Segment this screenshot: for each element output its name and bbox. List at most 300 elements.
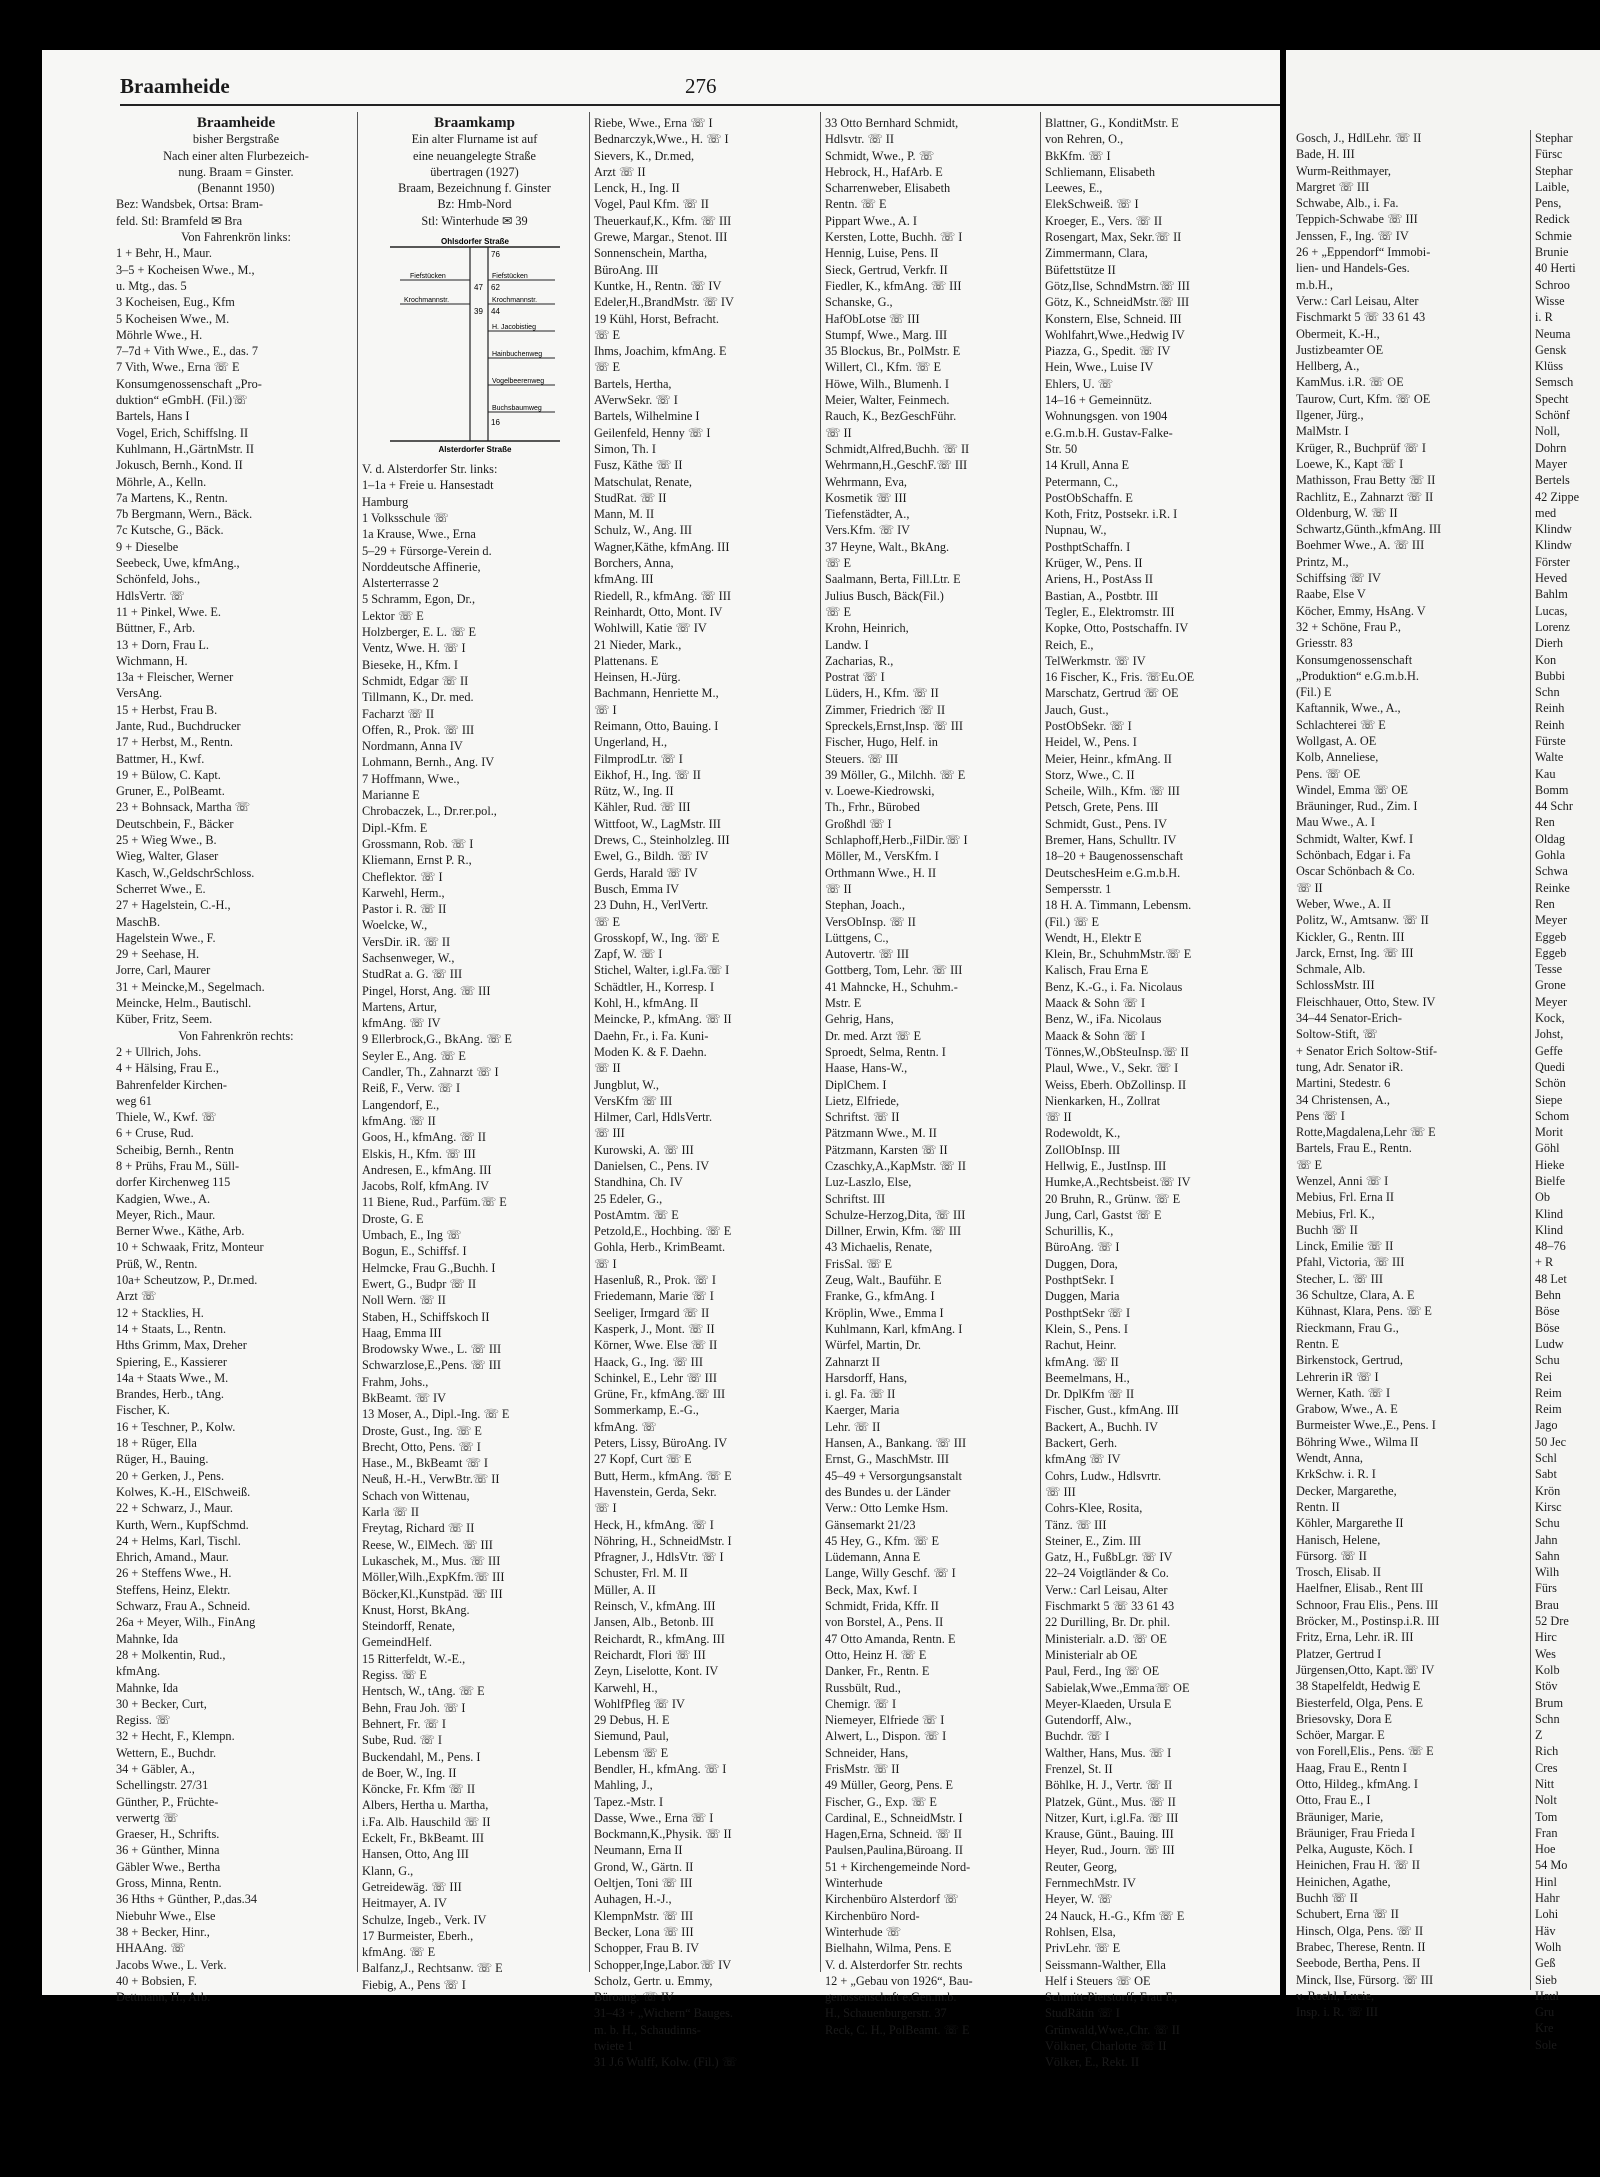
directory-line: Orthmann Wwe., H. II <box>825 865 937 880</box>
directory-line: V. d. Alsterdorfer Str. links: <box>362 462 498 477</box>
directory-line: Regiss. ☏ <box>116 1713 171 1728</box>
directory-line: Ventz, Wwe. H. ☏ I <box>362 641 466 656</box>
directory-line: Martens, Artur, <box>362 999 437 1014</box>
directory-line: 31–43 + „Wichern“ Bauges. <box>594 2006 733 2021</box>
directory-line: Redick <box>1535 212 1570 227</box>
directory-line: Bertels <box>1535 473 1570 488</box>
directory-line: Karla ☏ II <box>362 1505 420 1520</box>
directory-line: Kröplin, Wwe., Emma I <box>825 1305 944 1320</box>
directory-line: Plattenans. E <box>594 653 659 668</box>
directory-line: 36 Schultze, Clara, A. E <box>1296 1288 1415 1303</box>
directory-line: Lorenz <box>1535 619 1570 634</box>
directory-line: 9 Ellerbrock,G., BkAng. ☏ E <box>362 1032 512 1047</box>
directory-line: Balfanz,J., Rechtsanw. ☏ E <box>362 1961 503 1976</box>
directory-line: Staben, H., Schiffskoch II <box>362 1309 490 1324</box>
directory-line: Lektor ☏ E <box>362 608 424 623</box>
directory-line: Jenssen, F., Ing. ☏ IV <box>1296 228 1409 243</box>
directory-line: GemeindHelf. <box>362 1635 432 1650</box>
directory-line: Sempersstr. 1 <box>1045 881 1112 896</box>
directory-line: Rosengart, Max, Sekr.☏ II <box>1045 230 1182 245</box>
directory-line: Alsterterrasse 2 <box>362 576 439 591</box>
directory-line: Semsch <box>1535 375 1574 390</box>
directory-line: 40 Herti <box>1535 261 1576 276</box>
directory-line: Mstr. E <box>825 996 862 1011</box>
directory-line: Haag, Emma III <box>362 1325 442 1340</box>
directory-line: verwertg ☏ <box>116 1810 179 1825</box>
directory-line: u. Mtg., das. 5 <box>116 278 187 293</box>
svg-text:44: 44 <box>490 307 500 317</box>
directory-line: Arzt ☏ II <box>594 164 646 179</box>
directory-line: Schiffsing ☏ IV <box>1296 571 1381 586</box>
directory-line: Wolh <box>1535 1939 1562 1954</box>
directory-line: Möhrle, A., Kelln. <box>116 474 207 489</box>
directory-line: Noll, <box>1535 424 1560 439</box>
directory-line: Eggeb <box>1535 929 1567 944</box>
directory-line: Meincke, P., kfmAng. ☏ II <box>594 1012 732 1027</box>
directory-line: Ewert, G., Budpr ☏ II <box>362 1276 477 1291</box>
directory-line: Wittfoot, W., LagMstr. III <box>594 816 721 831</box>
directory-line: Tom <box>1535 1809 1558 1824</box>
directory-line: Gänsemarkt 21/23 <box>825 1517 916 1532</box>
directory-line: Cres <box>1535 1760 1558 1775</box>
directory-line: Böhlke, H. J., Vertr. ☏ II <box>1045 1778 1173 1793</box>
directory-line: Rachlitz, E., Zahnarzt ☏ II <box>1296 489 1434 504</box>
directory-line: Götz,Ilse, SchndMstrn.☏ III <box>1045 278 1190 293</box>
directory-line: Th., Frhr., Bürobed <box>825 800 920 815</box>
directory-line: Z <box>1535 1728 1543 1743</box>
directory-line: Schönbach, Edgar i. Fa <box>1296 848 1411 863</box>
directory-line: Jungblut, W., <box>594 1077 659 1092</box>
directory-line: 21 Nieder, Mark., <box>594 637 682 652</box>
directory-line: 17 + Herbst, M., Rentn. <box>116 735 233 750</box>
directory-line: Rentn. II <box>1296 1499 1340 1514</box>
directory-line: 47 Otto Amanda, Rentn. E <box>825 1631 956 1646</box>
directory-line: HdlsVertr. ☏ <box>116 588 185 603</box>
directory-line: Kock, <box>1535 1011 1565 1026</box>
directory-line: Verw.: Carl Leisau, Alter <box>1045 1582 1168 1597</box>
directory-line: Storz, Wwe., C. II <box>1045 767 1135 782</box>
directory-line: Hansen, A., Bankang. ☏ III <box>825 1436 967 1451</box>
directory-line: Schmidt, Gust., Pens. IV <box>1045 816 1167 831</box>
directory-line: Nienkarken, H., Zollrat <box>1045 1093 1161 1108</box>
directory-line: 15 Ritterfeldt, W.-E., <box>362 1651 466 1666</box>
directory-line: Buchdr. ☏ I <box>1045 1729 1110 1744</box>
directory-line: Hein, Wwe., Luise IV <box>1045 360 1154 375</box>
directory-line: 51 + Kirchengemeinde Nord- <box>825 1859 971 1874</box>
directory-line: Wenzel, Anni ☏ I <box>1296 1174 1389 1188</box>
directory-line: Hieke <box>1535 1157 1565 1172</box>
directory-line: Bartels, Frau E., Rentn. <box>1296 1141 1412 1156</box>
directory-line: 37 Heyne, Walt., BkAng. <box>825 539 950 554</box>
directory-line: Berner Wwe., Käthe, Arb. <box>116 1224 245 1239</box>
directory-line: Riedell, R., kfmAng. ☏ III <box>594 588 731 603</box>
directory-line: Schulze-Herzog,Dita, ☏ III <box>825 1207 966 1222</box>
directory-line: Rentn. ☏ E <box>825 197 887 212</box>
directory-line: 13 Moser, A., Dipl.-Ing. ☏ E <box>362 1407 510 1422</box>
svg-text:Krochmannstr.: Krochmannstr. <box>403 297 449 305</box>
directory-line: Alwert, L., Dispon. ☏ I <box>825 1729 947 1744</box>
directory-line: Frahm, Johs., <box>362 1374 429 1389</box>
directory-line: ☏ II <box>1296 880 1323 895</box>
directory-line: Eggeb <box>1535 945 1567 960</box>
directory-line: ☏ I <box>594 702 617 717</box>
directory-line: Schinkel, E., Lehr ☏ III <box>594 1370 717 1385</box>
directory-line: 13a + Fleischer, Werner <box>116 670 234 685</box>
directory-line: Seeliger, Irmgard ☏ II <box>594 1305 710 1320</box>
directory-line: Langendorf, E., <box>362 1097 440 1112</box>
directory-line: Schellingstr. 27/31 <box>116 1778 209 1793</box>
directory-line: Steuers. ☏ III <box>825 751 899 766</box>
directory-line: 7–7d + Vith Wwe., E., das. 7 <box>116 344 259 359</box>
directory-line: Zapf, W. ☏ I <box>594 947 663 962</box>
directory-line: Seebode, Bertha, Pens. II <box>1296 1956 1421 1971</box>
directory-line: 48–76 <box>1535 1239 1566 1254</box>
directory-line: 34–44 Senator-Erich- <box>1296 1011 1402 1026</box>
directory-line: ☏ I <box>594 1256 617 1271</box>
directory-line: Bahlm <box>1535 587 1568 602</box>
directory-line: 10 + Schwaak, Fritz, Monteur <box>116 1240 264 1255</box>
directory-line: von Borstel, A., Pens. II <box>825 1615 944 1630</box>
directory-line: 17 Burmeister, Eberh., <box>362 1928 474 1943</box>
column-entries-5 <box>1045 115 1277 2070</box>
directory-line: Rüger, H., Bauing. <box>116 1452 209 1467</box>
svg-text:Hainbuchenweg: Hainbuchenweg <box>491 351 542 359</box>
directory-line: Bogun, E., Schiffsf. I <box>362 1244 467 1259</box>
directory-line: V. d. Alsterdorfer Str. rechts <box>825 1957 963 1972</box>
directory-line: Heyer, Rud., Journ. ☏ III <box>1045 1843 1175 1858</box>
directory-line: kfmAng. III <box>594 572 654 587</box>
directory-line: 5–29 + Fürsorge-Verein d. <box>362 543 492 558</box>
directory-line: Bubbi <box>1535 668 1566 683</box>
directory-line: Brau <box>1535 1597 1559 1612</box>
directory-line: v. Roehl, Lucie, <box>1296 1988 1375 2003</box>
directory-line: Sommerkamp, E.-G., <box>594 1403 699 1418</box>
directory-line: 48 Let <box>1535 1271 1567 1286</box>
directory-line: übertragen (1927) <box>430 164 519 179</box>
directory-line: Bielfe <box>1535 1174 1566 1188</box>
directory-line: Loewe, K., Kapt ☏ I <box>1296 456 1404 471</box>
directory-line: Brum <box>1535 1695 1564 1710</box>
directory-line: Benz, K.-G., i. Fa. Nicolaus <box>1045 979 1183 994</box>
directory-line: Jahn <box>1535 1532 1558 1547</box>
directory-line: 20 Bruhn, R., Grünw. ☏ E <box>1045 1191 1181 1206</box>
directory-line: Buchh ☏ II <box>1296 1891 1358 1906</box>
directory-line: 1a Krause, Wwe., Erna <box>362 527 476 542</box>
directory-line: Schach von Wittenau, <box>362 1488 470 1503</box>
directory-line: Fiebig, A., Pens ☏ I <box>362 1977 466 1992</box>
directory-line: 18–20 + Baugenossenschaft <box>1045 849 1184 864</box>
directory-line: Bz: Hmb-Nord <box>437 197 512 212</box>
directory-line: Höwe, Wilh., Blumenh. I <box>825 376 949 391</box>
directory-line: Klann, G., <box>362 1863 414 1878</box>
directory-line: Becker, Lona ☏ III <box>594 1924 694 1939</box>
directory-line: Büttner, F., Arb. <box>116 621 196 636</box>
directory-line: 19 + Bülow, C. Kapt. <box>116 767 221 782</box>
directory-line: Dierh <box>1535 636 1563 651</box>
directory-line: Dillner, Erwin, Kfm. ☏ III <box>825 1224 962 1239</box>
directory-line: Schopper, Frau B. IV <box>594 1941 700 1956</box>
directory-line: Mau Wwe., A. I <box>1296 815 1376 830</box>
directory-line: Meier, Walter, Feinmech. <box>825 393 950 408</box>
directory-line: AVerwSekr. ☏ I <box>594 393 678 408</box>
directory-line: Matschulat, Renate, <box>594 474 693 489</box>
directory-line: Nordmann, Anna IV <box>362 739 463 754</box>
directory-line: Kähler, Rud. ☏ III <box>594 800 691 815</box>
directory-line: Schn <box>1535 685 1560 700</box>
directory-line: Rieckmann, Frau G., <box>1296 1320 1399 1335</box>
directory-line: 7a Martens, K., Rentn. <box>116 490 228 505</box>
directory-line: Jago <box>1535 1418 1558 1433</box>
directory-line: Linck, Emilie ☏ II <box>1296 1239 1394 1254</box>
directory-line: Heinsen, H.-Jürg. <box>594 670 681 685</box>
directory-line: Grosskopf, W., Ing. ☏ E <box>594 930 720 945</box>
directory-line: Böcker,Kl.,Kunstpäd. ☏ III <box>362 1586 503 1601</box>
directory-line: + Senator Erich Soltow-Stif- <box>1296 1043 1438 1058</box>
directory-line: Wilh <box>1535 1565 1560 1580</box>
directory-line: Briesovsky, Dora E <box>1296 1711 1392 1726</box>
directory-line: Böhring Wwe., Wilma II <box>1296 1434 1419 1449</box>
directory-line: Petzold,E., Hochbing. ☏ E <box>594 1224 732 1239</box>
directory-line: Sole <box>1535 2037 1557 2052</box>
svg-text:62: 62 <box>490 283 500 293</box>
directory-line: Paulsen,Paulina,Büroang. II <box>825 1843 963 1858</box>
directory-line: weg 61 <box>116 1093 152 1108</box>
directory-line: Danielsen, C., Pens. IV <box>594 1159 710 1173</box>
directory-line: Grossmann, Rob. ☏ I <box>362 836 474 851</box>
directory-line: Lucas, <box>1535 603 1568 618</box>
directory-line: Facharzt ☏ II <box>362 706 435 721</box>
directory-line: Pfragner, J., HdlsVtr. ☏ I <box>594 1550 724 1565</box>
directory-line: Nolt <box>1535 1793 1557 1808</box>
directory-line: Oscar Schönbach & Co. <box>1296 864 1415 879</box>
directory-line: Walther, Hans, Mus. ☏ I <box>1045 1745 1172 1760</box>
directory-line: Biesterfeld, Olga, Pens. E <box>1296 1695 1424 1710</box>
directory-line: Meyer <box>1535 913 1568 928</box>
directory-line: 29 Debus, H. E <box>594 1713 670 1728</box>
directory-line: Gottberg, Tom, Lehr. ☏ III <box>825 963 963 978</box>
directory-line: Fischmarkt 5 ☏ 33 61 43 <box>1045 1599 1175 1614</box>
directory-line: Köcher, Emmy, HsAng. V <box>1296 603 1426 618</box>
directory-line: Meier, Heinr., kfmAng. II <box>1045 751 1172 766</box>
directory-line: Neuß, H.-H., VerwBtr.☏ II <box>362 1472 500 1487</box>
directory-line: 19 Kühl, Horst, Befracht. <box>594 311 719 326</box>
directory-line: Schwartz,Günth.,kfmAng. III <box>1296 522 1442 537</box>
directory-line: 28 + Molkentin, Rud., <box>116 1647 226 1662</box>
directory-line: Wes <box>1535 1646 1556 1661</box>
directory-line: 29 + Seehase, H. <box>116 947 200 962</box>
directory-line: Möhrle Wwe., H. <box>116 327 203 342</box>
directory-line: Lange, Willy Geschf. ☏ I <box>825 1566 956 1581</box>
directory-line: Schuster, Frl. M. II <box>594 1566 688 1581</box>
directory-line: Vogel, Paul Kfm. ☏ II <box>594 197 709 212</box>
directory-line: Benz, W., iFa. Nicolaus <box>1045 1012 1162 1027</box>
directory-line: Arzt ☏ <box>116 1289 157 1304</box>
directory-line: 2 + Ullrich, Johs. <box>116 1044 202 1059</box>
directory-line: Saalmann, Berta, Fill.Ltr. E <box>825 572 961 587</box>
directory-line: Fürsc <box>1535 147 1563 162</box>
directory-line: Edeler,H.,BrandMstr. ☏ IV <box>594 295 734 310</box>
svg-text:Alsterdorfer Straße: Alsterdorfer Straße <box>438 445 511 455</box>
directory-line: VersDir. iR. ☏ II <box>362 934 451 949</box>
directory-line: 24 + Helms, Karl, Tischl. <box>116 1533 241 1548</box>
directory-line: Bade, H. III <box>1296 147 1355 162</box>
directory-line: HHAAng. ☏ <box>116 1941 186 1956</box>
directory-line: SchlossMstr. III <box>1296 978 1375 993</box>
directory-line: Steffens, Heinz, Elektr. <box>116 1582 231 1597</box>
directory-line: Gehrig, Hans, <box>825 1012 894 1027</box>
directory-line: Bez: Wandsbek, Ortsa: Bram- <box>116 197 263 212</box>
directory-line: Jante, Rud., Buchdrucker <box>116 718 241 733</box>
directory-line: Schnoor, Frau Elis., Pens. III <box>1296 1597 1439 1612</box>
directory-line: Hebrock, H., HafArb. E <box>825 164 943 179</box>
page-header <box>120 74 1210 104</box>
directory-line: Hamburg <box>362 494 409 509</box>
directory-line: Scheibig, Bernh., Rentn <box>116 1142 234 1157</box>
directory-line: Hagen,Erna, Schneid. ☏ II <box>825 1827 962 1842</box>
directory-line: Getreidewäg. ☏ III <box>362 1879 462 1894</box>
directory-line: Lenck, H., Ing. II <box>594 181 680 196</box>
directory-line: Schädtler, H., Korresp. I <box>594 979 715 994</box>
directory-line: Wendt, H., Elektr E <box>1045 930 1142 945</box>
directory-line: FrisMstr. ☏ II <box>825 1761 900 1776</box>
directory-line: Jacobs Wwe., L. Verk. <box>116 1957 227 1972</box>
directory-line: Reimann, Otto, Bauing. I <box>594 718 719 733</box>
directory-line: 34 + Gäbler, A., <box>116 1761 195 1776</box>
directory-line: Chemigr. ☏ I <box>825 1696 897 1711</box>
directory-line: Helf i Steuers ☏ OE <box>1045 1973 1151 1988</box>
directory-line: Duggen, Dora, <box>1045 1256 1118 1271</box>
directory-line: Mahnke, Ida <box>116 1631 179 1646</box>
directory-line: Ministerialr ab OE <box>1045 1647 1138 1662</box>
directory-line: Eckelt, Fr., BkBeamt. III <box>362 1831 484 1846</box>
directory-line: Taurow, Curt, Kfm. ☏ OE <box>1296 391 1431 406</box>
directory-line: HafObLotse ☏ III <box>825 311 920 326</box>
directory-line: BüroAng. ☏ I <box>1045 1240 1120 1255</box>
directory-line: Oeltjen, Toni ☏ III <box>594 1876 693 1891</box>
directory-line: Droste, Gust., Ing. ☏ E <box>362 1423 482 1438</box>
directory-line: Bräuninger, Rud., Zim. I <box>1296 799 1418 814</box>
directory-line: Winterhude <box>825 1876 883 1891</box>
directory-line: Wohnungsgen. von 1904 <box>1045 409 1168 424</box>
directory-line: Neuma <box>1535 326 1571 341</box>
column-entries-3 <box>594 115 819 2070</box>
directory-line: Pastor i. R. ☏ II <box>362 902 447 917</box>
directory-line: Kirchenbüro Nord- <box>825 1908 920 1923</box>
directory-line: Fürs <box>1535 1581 1557 1596</box>
directory-line: 35 Blockus, Br., PolMstr. E <box>825 344 961 359</box>
directory-line: Krause, Günt., Bauing. III <box>1045 1827 1174 1842</box>
directory-line: Brandes, Herb., tAng. <box>116 1387 224 1402</box>
directory-line: Otto, Hildeg., kfmAng. I <box>1296 1776 1418 1791</box>
directory-line: Eikhof, H., Ing. ☏ II <box>594 767 701 782</box>
directory-line: PosthptSekr ☏ I <box>1045 1305 1131 1320</box>
directory-line: 18 H. A. Timmann, Lebensm. <box>1045 898 1192 913</box>
directory-line: Bartels, Hans I <box>116 409 190 424</box>
directory-line: 1 + Behr, H., Maur. <box>116 246 212 261</box>
directory-line: BkBeamt. ☏ IV <box>362 1391 447 1405</box>
directory-line: Buckendahl, M., Pens. I <box>362 1749 481 1764</box>
directory-line: Fischmarkt 5 ☏ 33 61 43 <box>1296 310 1426 325</box>
directory-line: Schmidt,Alfred,Buchh. ☏ II <box>825 441 970 456</box>
svg-text:H. Jacobistieg: H. Jacobistieg <box>491 324 536 332</box>
directory-line: KamMus. i.R. ☏ OE <box>1296 375 1404 390</box>
directory-line: Körner, Wwe. Else ☏ II <box>594 1338 718 1353</box>
directory-line: Gosch, J., HdlLehr. ☏ II <box>1296 131 1422 145</box>
directory-line: ☏ I <box>594 1501 617 1516</box>
directory-line: Meincke, Helm., Bautischl. <box>116 996 252 1011</box>
directory-line: Printz, M., <box>1296 554 1349 569</box>
directory-line: Wollgast, A. OE <box>1296 733 1377 748</box>
directory-line: Deutschbein, F., Bäcker <box>116 816 234 831</box>
directory-line: Reichardt, R., kfmAng. III <box>594 1631 725 1646</box>
directory-line: Rodewoldt, K., <box>1045 1126 1121 1141</box>
directory-line: Beemelmans, H., <box>1045 1370 1130 1385</box>
directory-line: Lüdemann, Anna E <box>825 1550 921 1565</box>
directory-line: Kirsc <box>1535 1499 1562 1514</box>
directory-line: Birkenstock, Gertrud, <box>1296 1353 1403 1368</box>
directory-line: Sahn <box>1535 1548 1560 1563</box>
directory-line: Hths Grimm, Max, Dreher <box>116 1338 247 1353</box>
directory-line: Schneider, Hans, <box>825 1745 909 1760</box>
directory-line: Günther, P., Früchte- <box>116 1794 219 1809</box>
directory-line: Köncke, Fr. Kfm ☏ II <box>362 1782 476 1797</box>
directory-line: Dohrn <box>1535 440 1567 455</box>
directory-line: von Rehren, O., <box>1045 132 1124 147</box>
directory-line: 26a + Meyer, Wilh., FinAng <box>116 1615 256 1630</box>
directory-line: Nach einer alten Flurbezeich- <box>163 148 309 163</box>
directory-line: Postrat ☏ I <box>825 670 885 685</box>
directory-line: Hilmer, Carl, HdlsVertr. <box>594 1110 713 1125</box>
directory-line: Schön <box>1535 1076 1566 1091</box>
directory-line: Reim <box>1535 1402 1562 1417</box>
directory-line: Stephan, Joach., <box>825 898 905 913</box>
directory-line: H., Schauenburgerstr. 37 <box>825 2006 947 2021</box>
directory-line: 36 + Günther, Minna <box>116 1843 220 1858</box>
directory-line: Oldenburg, W. ☏ II <box>1296 505 1398 520</box>
directory-line: Wettern, E., Buchdr. <box>116 1745 217 1760</box>
directory-line: Obermeit, K.-H., <box>1296 326 1380 341</box>
directory-line: Schmidt, Walter, Kwf. I <box>1296 831 1414 846</box>
directory-line: (Fil.) E <box>1296 685 1332 700</box>
directory-line: tung, Adr. Senator iR. <box>1296 1059 1404 1074</box>
directory-line: Wehrmann,H.,GeschF.☏ III <box>825 458 968 473</box>
directory-line: Verw.: Carl Leisau, Alter <box>1296 293 1419 308</box>
directory-line: Ihms, Joachim, kfmAng. E <box>594 344 727 359</box>
directory-line: Lüttgens, C., <box>825 930 889 945</box>
svg-text:16: 16 <box>490 418 500 428</box>
directory-line: 40 + Bobsien, F. <box>116 1973 197 1988</box>
directory-line: Schriftst. ☏ II <box>825 1110 900 1125</box>
directory-line: Tänz. ☏ III <box>1045 1517 1107 1532</box>
directory-line: Kuntke, H., Rentn. ☏ IV <box>594 278 722 293</box>
directory-line: Ariens, H., PostAss II <box>1045 572 1153 587</box>
svg-text:Vogelbeerenweg: Vogelbeerenweg <box>491 378 544 386</box>
directory-line: ☏ E <box>594 360 620 375</box>
column-braamheide <box>116 115 356 2005</box>
column-divider <box>1040 112 1041 1972</box>
directory-line: Heidel, W., Pens. I <box>1045 735 1137 750</box>
directory-line: Schu <box>1535 1353 1560 1368</box>
directory-line: kfmAng. ☏ II <box>1045 1354 1119 1369</box>
directory-line: BkKfm. ☏ I <box>1045 148 1111 163</box>
directory-line: 43 Michaelis, Renate, <box>825 1240 933 1255</box>
directory-line: Butt, Herm., kfmAng. ☏ E <box>594 1468 732 1483</box>
directory-line: Minck, Ilse, Fürsorg. ☏ III <box>1296 1972 1434 1987</box>
directory-line: Göhl <box>1535 1141 1560 1156</box>
directory-line: Blattner, G., KonditMstr. E <box>1045 116 1179 130</box>
directory-line: Schmitt-Pierstorff, Frau F., <box>1045 1990 1178 2005</box>
directory-line: Rotte,Magdalena,Lehr ☏ E <box>1296 1125 1436 1140</box>
